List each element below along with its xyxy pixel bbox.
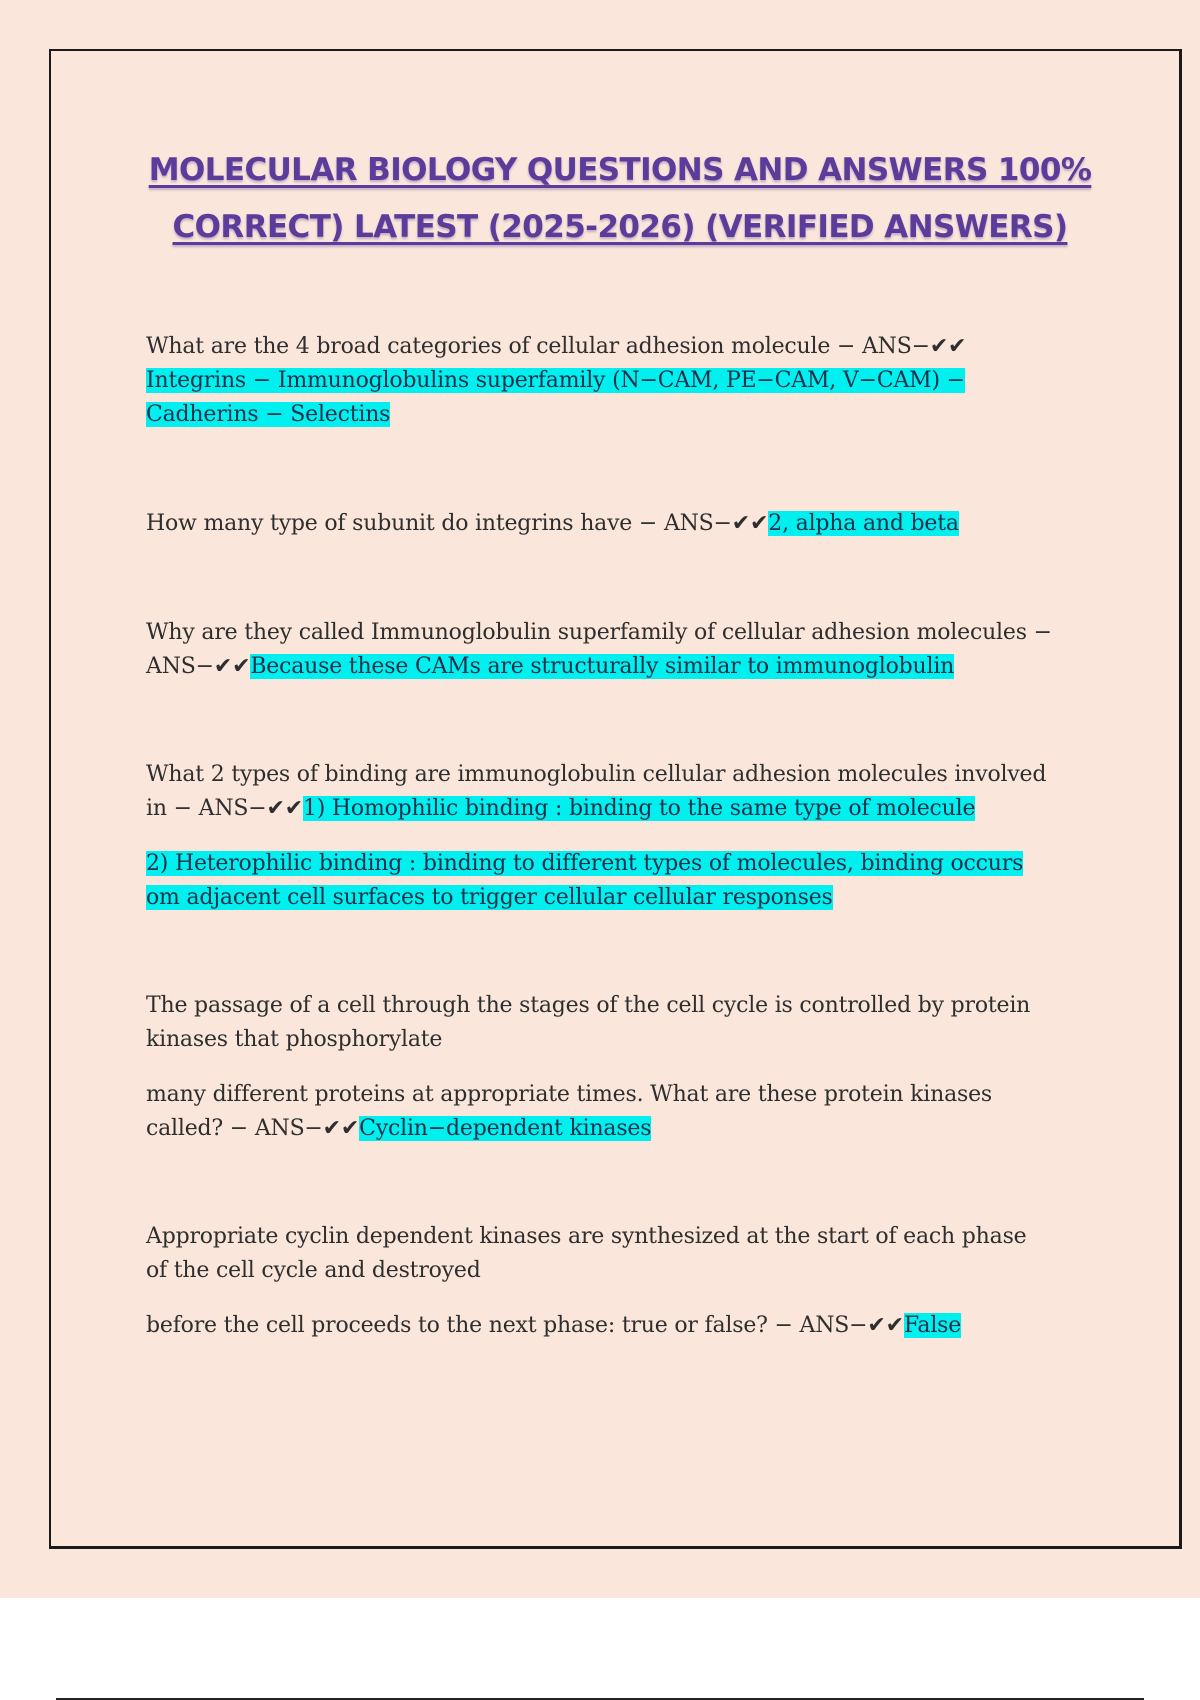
question-4-line-2: in − ANS−✔✔	[146, 796, 303, 821]
document-title	[100, 142, 1140, 256]
question-5-line-4: called? − ANS−✔✔	[146, 1116, 360, 1141]
answer-4-line-2: 2) Heterophilic binding : binding to different types of molecules, binding occurs	[146, 851, 1024, 876]
qa-item-6	[146, 1220, 1086, 1288]
qa-item-2	[146, 507, 1086, 541]
question-6-line-2: of the cell cycle and destroyed	[146, 1258, 481, 1283]
answer-5: Cyclin−dependent kinases	[359, 1116, 652, 1141]
question-3-line-2: ANS−✔✔	[146, 654, 251, 679]
question-6-line-3: before the cell proceeds to the next phase: true or false? − ANS−✔✔	[146, 1313, 904, 1338]
question-2: How many type of subunit do integrins have − ANS−✔✔	[146, 511, 769, 536]
answer-1-line-2: Cadherins − Selectins	[146, 402, 391, 427]
question-5-line-2: kinases that phosphorylate	[146, 1027, 443, 1052]
question-3-line-1: Why are they called Immunoglobulin superfamily of cellular adhesion molecules −	[146, 620, 1052, 645]
answer-2: 2, alpha and beta	[768, 511, 959, 536]
qa-item-4	[146, 758, 1086, 826]
qa-item-5-continued	[146, 1078, 1086, 1146]
answer-1-line-1: Integrins − Immunoglobulins superfamily (N−CAM, PE−CAM, V−CAM) −	[146, 368, 965, 393]
qa-item-3	[146, 616, 1086, 684]
qa-item-5	[146, 989, 1086, 1057]
qa-item-4-continued	[146, 847, 1086, 915]
title-line-2: CORRECT) LATEST (2025-2026) (VERIFIED ANSWERS)	[172, 209, 1068, 245]
question-5-line-3: many different proteins at appropriate times. What are these protein kinases	[146, 1082, 993, 1107]
question-5-line-1: The passage of a cell through the stages of the cell cycle is controlled by protein	[146, 993, 1031, 1018]
question-6-line-1: Appropriate cyclin dependent kinases are synthesized at the start of each phase	[146, 1224, 1027, 1249]
qa-item-6-continued	[146, 1309, 1086, 1343]
title-line-1: MOLECULAR BIOLOGY QUESTIONS AND ANSWERS 100%	[148, 152, 1092, 188]
qa-item-1	[146, 330, 1086, 432]
question-4-line-1: What 2 types of binding are immunoglobulin cellular adhesion molecules involved	[146, 762, 1047, 787]
answer-4-line-1: 1) Homophilic binding : binding to the same type of molecule	[302, 796, 976, 821]
answer-4-line-3: om adjacent cell surfaces to trigger cellular cellular responses	[146, 885, 833, 910]
question-1: What are the 4 broad categories of cellular adhesion molecule − ANS−✔✔	[146, 334, 967, 359]
answer-6: False	[903, 1313, 962, 1338]
answer-3: Because these CAMs are structurally similar to immunoglobulin	[250, 654, 955, 679]
